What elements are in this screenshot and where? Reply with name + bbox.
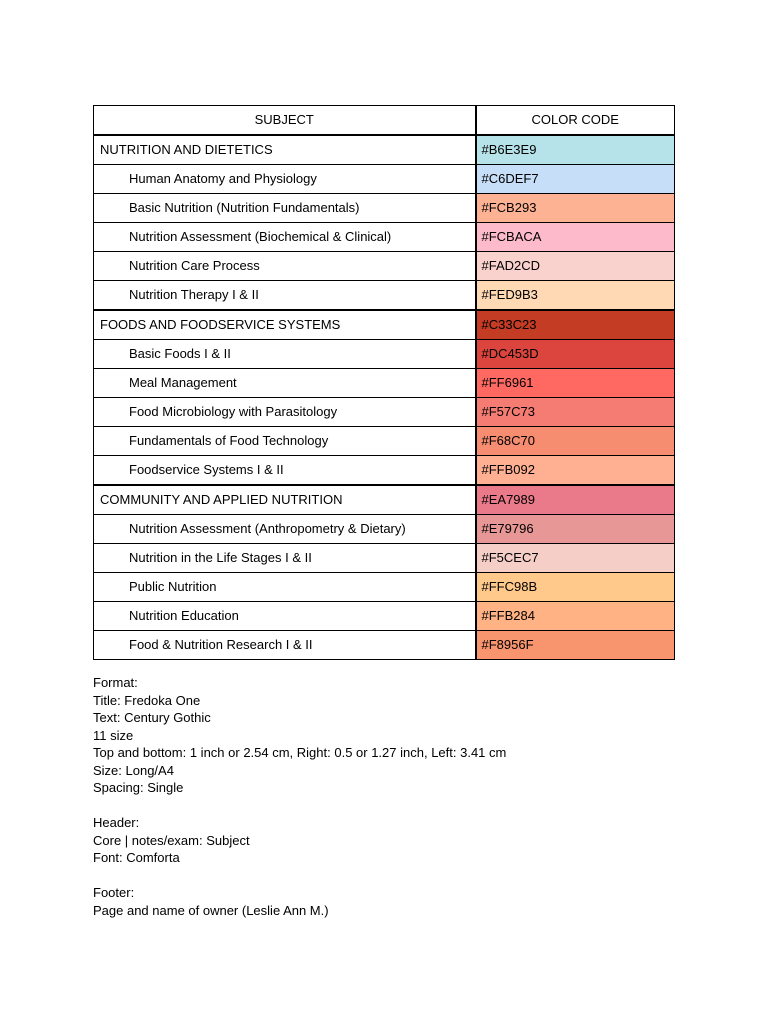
table-body	[94, 135, 675, 660]
color-code-cell: #E79796	[476, 515, 675, 544]
color-code-cell: #C6DEF7	[476, 165, 675, 194]
subject-cell: Food & Nutrition Research I & II	[94, 631, 476, 660]
color-code-table	[93, 105, 675, 660]
note-line: Top and bottom: 1 inch or 2.54 cm, Right: 0.5 or 1.27 inch, Left: 3.41 cm	[93, 745, 507, 760]
note-line: Page and name of owner (Leslie Ann M.)	[93, 902, 329, 918]
subject-cell: FOODS AND FOODSERVICE SYSTEMS	[94, 310, 476, 340]
color-code-cell: #FAD2CD	[476, 252, 675, 281]
color-code-cell: #F5CEC7	[476, 544, 675, 573]
table-row	[94, 456, 675, 486]
subject-cell: NUTRITION AND DIETETICS	[94, 135, 476, 165]
table-row	[94, 223, 675, 252]
subject-cell: Nutrition Education	[94, 602, 476, 631]
table-row	[94, 602, 675, 631]
subject-cell: Nutrition Assessment (Anthropometry & Dietary)	[94, 515, 476, 544]
color-code-cell: #FFB092	[476, 456, 675, 486]
color-code-cell: #EA7989	[476, 485, 675, 515]
note-line: Header:	[93, 815, 140, 830]
note-line: Title: Fredoka One	[93, 692, 201, 708]
table-header-row	[94, 106, 675, 136]
format-notes	[93, 674, 506, 919]
table-row	[94, 515, 675, 544]
color-code-column-header: COLOR CODE	[476, 106, 675, 136]
subject-cell: Nutrition Assessment (Biochemical & Clinical)	[94, 223, 476, 252]
color-code-cell: #F57C73	[476, 398, 675, 427]
color-code-cell: #FCB293	[476, 194, 675, 223]
subject-cell: COMMUNITY AND APPLIED NUTRITION	[94, 485, 476, 515]
note-line: Size: Long/A4	[93, 762, 174, 778]
note-line: 11 size	[93, 727, 134, 743]
color-code-cell: #DC453D	[476, 340, 675, 369]
subject-cell: Basic Nutrition (Nutrition Fundamentals)	[94, 194, 476, 223]
subject-cell: Fundamentals of Food Technology	[94, 427, 476, 456]
note-line: Format:	[93, 675, 138, 690]
table-row	[94, 340, 675, 369]
blank-line	[93, 867, 506, 885]
subject-cell: Meal Management	[94, 369, 476, 398]
subject-cell: Nutrition Therapy I & II	[94, 281, 476, 311]
subject-cell: Basic Foods I & II	[94, 340, 476, 369]
table-row-category	[94, 485, 675, 515]
subject-cell: Foodservice Systems I & II	[94, 456, 476, 486]
table-row	[94, 631, 675, 660]
subject-cell: Public Nutrition	[94, 573, 476, 602]
table-row	[94, 544, 675, 573]
note-line: Text: Century Gothic	[93, 710, 211, 725]
color-code-cell: #C33C23	[476, 310, 675, 340]
color-code-cell: #FCBACA	[476, 223, 675, 252]
table-row	[94, 194, 675, 223]
blank-line	[93, 797, 506, 815]
table-row	[94, 252, 675, 281]
table-row	[94, 427, 675, 456]
color-code-cell: #FED9B3	[476, 281, 675, 311]
note-line: Font: Comforta	[93, 850, 180, 865]
subject-cell: Human Anatomy and Physiology	[94, 165, 476, 194]
subject-column-header: SUBJECT	[94, 106, 476, 136]
subject-cell: Food Microbiology with Parasitology	[94, 398, 476, 427]
table-row	[94, 398, 675, 427]
table-row	[94, 281, 675, 311]
note-line: Spacing: Single	[93, 780, 184, 795]
subject-cell: Nutrition Care Process	[94, 252, 476, 281]
table-row	[94, 165, 675, 194]
color-code-cell: #F68C70	[476, 427, 675, 456]
subject-cell: Nutrition in the Life Stages I & II	[94, 544, 476, 573]
table-row-category	[94, 135, 675, 165]
table-row-category	[94, 310, 675, 340]
note-line: Footer:	[93, 885, 135, 900]
color-code-cell: #B6E3E9	[476, 135, 675, 165]
table-row	[94, 369, 675, 398]
note-line: Core | notes/exam: Subject	[93, 832, 250, 848]
color-code-cell: #FFB284	[476, 602, 675, 631]
color-code-cell: #FF6961	[476, 369, 675, 398]
table-row	[94, 573, 675, 602]
color-code-cell: #F8956F	[476, 631, 675, 660]
color-code-cell: #FFC98B	[476, 573, 675, 602]
